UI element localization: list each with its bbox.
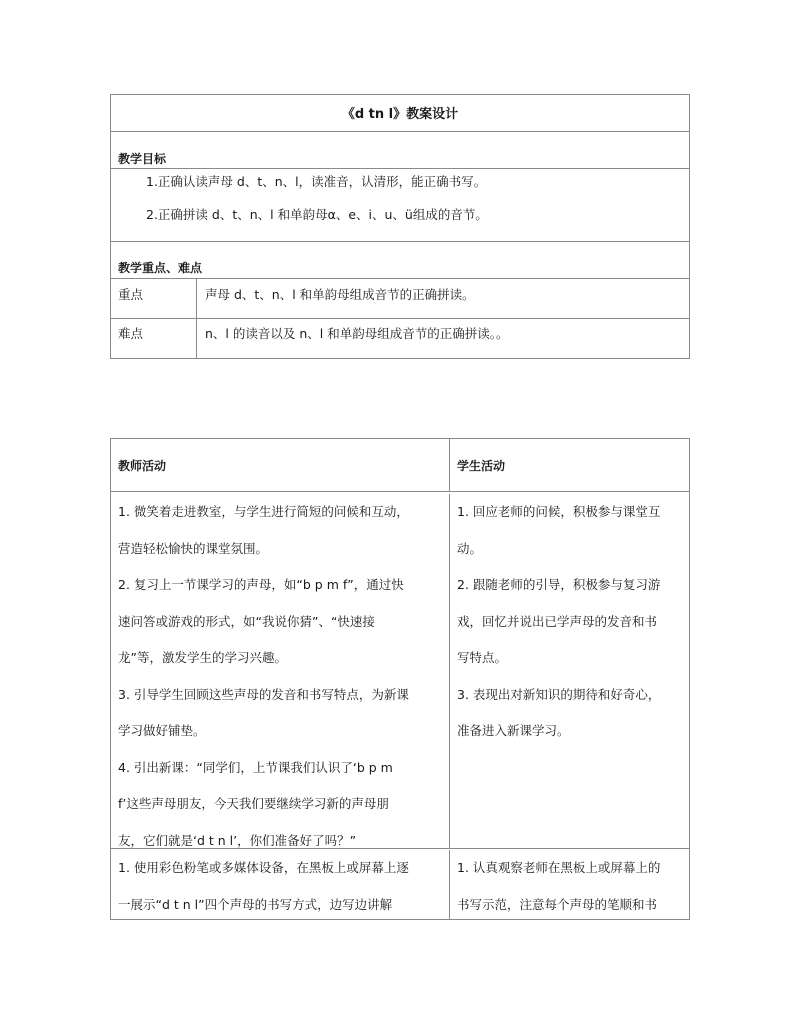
text-line: 学习做好铺垫。 — [118, 723, 206, 738]
text-line: 2. 跟随老师的引导，积极参与复习游 — [457, 577, 661, 592]
text-line: 一展示“d t n l”四个声母的书写方式，边写边讲解 — [118, 896, 393, 912]
text-line: 3. 引导学生回顾这些声母的发音和书写特点，为新课 — [118, 686, 409, 702]
difficulty-label: 难点 — [111, 319, 197, 358]
text-line: 1. 认真观察老师在黑板上或屏幕上的 — [457, 860, 661, 875]
student-activity-header: 学生活动 — [457, 459, 506, 473]
activities-row — [111, 849, 689, 920]
text-line: 准备进入新课学习。 — [457, 723, 570, 738]
key-point-row — [111, 279, 689, 319]
key-point-label: 重点 — [111, 279, 197, 318]
text-line: 龙”等，激发学生的学习兴趣。 — [118, 650, 287, 665]
text-line: f’这些声母朋友，今天我们要继续学习新的声母朋 — [118, 796, 389, 811]
lesson-title: 《d tn l》教案设计 — [111, 95, 689, 132]
text-line: 1. 使用彩色粉笔或多媒体设备，在黑板上或屏幕上逐 — [118, 860, 409, 875]
difficulty-row — [111, 319, 689, 358]
key-point-value: 声母 d、t、n、l 和单韵母组成音节的正确拼读。 — [205, 287, 475, 302]
teacher-activity-cell — [111, 494, 450, 848]
text-line: 1. 回应老师的问候，积极参与课堂互 — [457, 504, 661, 519]
goals-heading: 教学目标 — [111, 132, 689, 169]
goal-item: 2.正确拼读 d、t、n、l 和单韵母α、e、i、u、ü组成的音节。 — [146, 207, 488, 222]
activities-row — [111, 492, 689, 849]
goal-item: 1.正确认读声母 d、t、n、l，读准音，认清形，能正确书写。 — [146, 174, 487, 189]
teacher-activity-header: 教师活动 — [111, 439, 450, 491]
text-line: 友，它们就是‘d t n l’，你们准备好了吗？” — [118, 832, 357, 848]
text-line: 戏，回忆并说出已学声母的发音和书 — [457, 613, 658, 629]
text-line: 写特点。 — [457, 650, 508, 665]
lesson-plan-table — [110, 94, 690, 359]
goals-list — [111, 169, 689, 242]
student-activity-cell — [450, 850, 689, 920]
text-line: 4. 引出新课：“同学们，上节课我们认识了‘b p m — [118, 759, 393, 775]
difficulty-value: n、l 的读音以及 n、l 和单韵母组成音节的正确拼读。。 — [205, 326, 509, 341]
activities-header-row — [111, 439, 689, 492]
text-line: 书写示范，注意每个声母的笔顺和书 — [457, 896, 658, 912]
text-line: 速问答或游戏的形式，如“我说你猜”、“快速接 — [118, 613, 375, 629]
text-line: 2. 复习上一节课学习的声母，如“b p m f”，通过快 — [118, 577, 404, 592]
text-line: 动。 — [457, 540, 483, 556]
activities-table — [110, 438, 690, 920]
teacher-activity-cell — [111, 850, 450, 920]
student-activity-cell — [450, 494, 689, 848]
text-line: 3. 表现出对新知识的期待和好奇心， — [457, 686, 661, 702]
key-points-heading: 教学重点、难点 — [111, 242, 689, 279]
text-line: 营造轻松愉快的课堂氛围。 — [118, 540, 269, 556]
text-line: 1. 微笑着走进教室，与学生进行简短的问候和互动， — [118, 504, 409, 519]
